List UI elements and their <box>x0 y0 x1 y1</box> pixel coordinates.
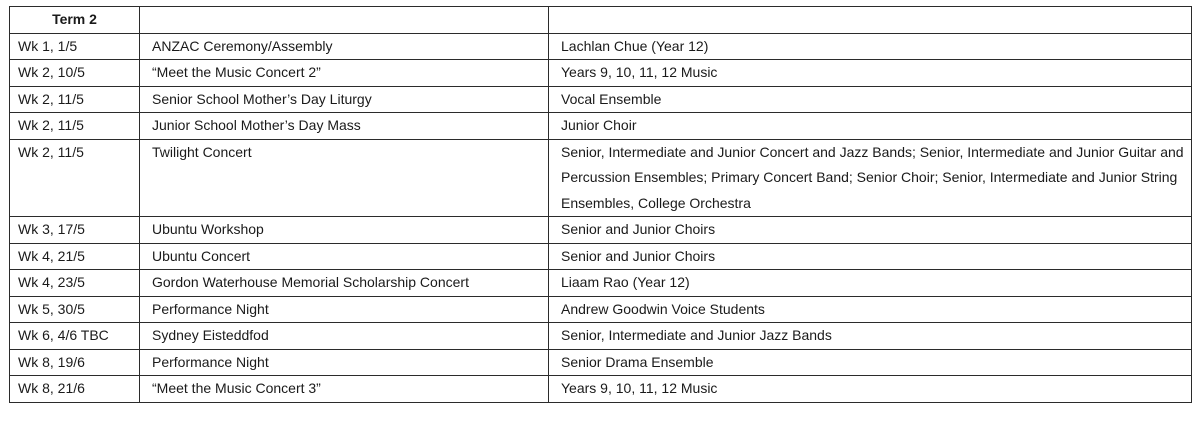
header-cell-performers <box>549 7 1192 34</box>
table-header-row <box>10 7 1192 34</box>
event-cell: Ubuntu Workshop <box>140 217 549 244</box>
event-cell: Sydney Eisteddfod <box>140 323 549 350</box>
term-heading: Term 2 <box>10 7 140 34</box>
performers-cell: Senior, Intermediate and Junior Jazz Bands <box>549 323 1192 350</box>
table-row <box>10 349 1192 376</box>
performers-cell: Senior and Junior Choirs <box>549 243 1192 270</box>
header-cell-event <box>140 7 549 34</box>
event-cell: “Meet the Music Concert 3” <box>140 376 549 403</box>
performers-cell: Senior and Junior Choirs <box>549 217 1192 244</box>
performers-cell: Liaam Rao (Year 12) <box>549 270 1192 297</box>
week-cell: Wk 2, 10/5 <box>10 60 140 87</box>
week-cell: Wk 8, 19/6 <box>10 349 140 376</box>
week-cell: Wk 2, 11/5 <box>10 86 140 113</box>
table-row <box>10 86 1192 113</box>
table-row <box>10 113 1192 140</box>
event-cell: Performance Night <box>140 349 549 376</box>
term-2-schedule-table <box>9 6 1192 403</box>
week-cell: Wk 4, 21/5 <box>10 243 140 270</box>
event-cell: Ubuntu Concert <box>140 243 549 270</box>
table-row <box>10 139 1192 217</box>
week-cell: Wk 5, 30/5 <box>10 296 140 323</box>
table-row <box>10 60 1192 87</box>
table-row <box>10 296 1192 323</box>
week-cell: Wk 2, 11/5 <box>10 139 140 217</box>
performers-cell: Years 9, 10, 11, 12 Music <box>549 60 1192 87</box>
performers-cell: Andrew Goodwin Voice Students <box>549 296 1192 323</box>
event-cell: Twilight Concert <box>140 139 549 217</box>
performers-cell: Vocal Ensemble <box>549 86 1192 113</box>
table-row <box>10 323 1192 350</box>
event-cell: ANZAC Ceremony/Assembly <box>140 33 549 60</box>
event-cell: Performance Night <box>140 296 549 323</box>
week-cell: Wk 1, 1/5 <box>10 33 140 60</box>
week-cell: Wk 2, 11/5 <box>10 113 140 140</box>
table-row <box>10 376 1192 403</box>
event-cell: Junior School Mother’s Day Mass <box>140 113 549 140</box>
performers-cell: Senior, Intermediate and Junior Concert and Jazz Bands; Senior, Intermediate and Junior Guitar and Percussion Ensembles; Primary Concert Band; Senior Choir; Senior, Intermediate and Junior String Ensembles, College Orchestra <box>549 139 1192 217</box>
performers-cell: Junior Choir <box>549 113 1192 140</box>
event-cell: Senior School Mother’s Day Liturgy <box>140 86 549 113</box>
performers-cell: Years 9, 10, 11, 12 Music <box>549 376 1192 403</box>
week-cell: Wk 8, 21/6 <box>10 376 140 403</box>
week-cell: Wk 3, 17/5 <box>10 217 140 244</box>
performers-cell: Lachlan Chue (Year 12) <box>549 33 1192 60</box>
table-row <box>10 217 1192 244</box>
week-cell: Wk 6, 4/6 TBC <box>10 323 140 350</box>
event-cell: “Meet the Music Concert 2” <box>140 60 549 87</box>
performers-cell: Senior Drama Ensemble <box>549 349 1192 376</box>
table-row <box>10 243 1192 270</box>
event-cell: Gordon Waterhouse Memorial Scholarship Concert <box>140 270 549 297</box>
table-row <box>10 270 1192 297</box>
table-row <box>10 33 1192 60</box>
week-cell: Wk 4, 23/5 <box>10 270 140 297</box>
